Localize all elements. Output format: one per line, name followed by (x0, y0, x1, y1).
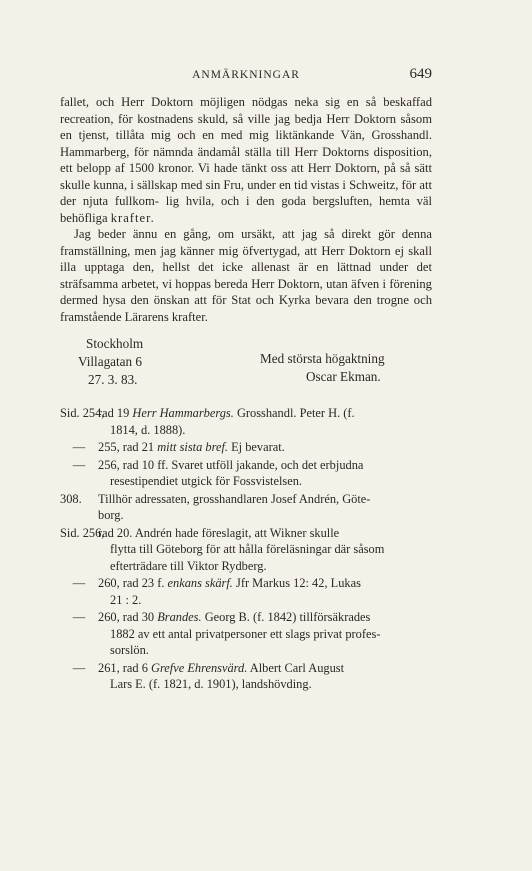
note-text (98, 525, 432, 575)
note-line (98, 558, 432, 575)
note-text (98, 439, 432, 456)
note-text (98, 660, 432, 693)
note-line-text: rad 20. Andrén hade föreslagit, att Wikner skulle (98, 525, 340, 540)
place-and-date (78, 335, 143, 389)
note-line (98, 626, 432, 643)
note-line (98, 440, 285, 454)
text-line: den trogne och framstående Lärarens krafter. (60, 293, 432, 324)
page-body (60, 94, 432, 694)
note-line (98, 592, 432, 609)
note-line-text: Albert Carl August (247, 660, 345, 675)
note-ref: 308. (60, 491, 82, 506)
running-head: ANMÄRKNINGAR (192, 69, 300, 81)
letter-paragraph-2 (60, 226, 432, 325)
note-line-text: 260, rad 23 f. (98, 576, 168, 590)
note-line-text: Ej bevarat. (228, 440, 285, 454)
note-entry (60, 439, 432, 456)
note-ref: — (72, 457, 86, 472)
note-entry (60, 491, 432, 524)
note-entry (60, 525, 432, 575)
letter-closing (60, 335, 432, 389)
note-line-text: Jfr Markus 12: 42, Lukas (232, 576, 361, 590)
note-line (98, 576, 361, 590)
greeting: Med största högaktning (260, 351, 385, 366)
note-line (98, 661, 344, 675)
page-number: 649 (409, 66, 432, 82)
note-line (98, 406, 355, 420)
note-keyword: mitt sista bref. (157, 440, 228, 454)
note-ref: — (72, 660, 86, 675)
note-keyword: enkans skärf. (167, 576, 233, 590)
note-line-text: 261, rad 6 (98, 660, 151, 675)
letter-paragraph-1 (60, 94, 432, 226)
note-line (98, 422, 432, 439)
note-line (98, 526, 339, 540)
text-line: dermed hysa den önskan att för Stat och Kyrka bevara (60, 293, 354, 307)
note-text (98, 609, 432, 659)
note-entry (60, 575, 432, 608)
note-line (98, 473, 432, 490)
street: Villagatan 6 (78, 354, 143, 369)
note-text (98, 405, 432, 438)
text-line: ett belopp af 1500 kronor. Vi hade tänkt oss att Herr (60, 161, 335, 175)
note-line-text: Lars E. (f. 1821, d. 1901), landshövding. (110, 677, 312, 691)
note-line-text: 1882 av ett antal privatpersoner ett slags privat profes- (110, 626, 381, 641)
date: 27. 3. 83. (88, 372, 138, 387)
text-line: beskaffad recreation, för kostnadens skuld, så ville jag (60, 95, 432, 126)
note-line-text: sorslön. (110, 643, 149, 657)
note-line (98, 492, 370, 506)
note-ref: — (72, 576, 86, 590)
place: Stockholm (86, 336, 144, 351)
text-line: Jag beder ännu en gång, om ursäkt, att jag så direkt (74, 227, 379, 241)
note-text (98, 491, 432, 524)
note-text (98, 575, 432, 608)
note-line (98, 541, 432, 558)
note-line-text: 260, rad 30 (98, 610, 158, 624)
note-line-text: Grosshandl. Peter H. (f. (233, 406, 355, 420)
text-line: gör denna framställning, men jag känner mig öfvertygad, (60, 227, 432, 258)
text-line: med mig liktänkande Vän, Grosshandl. Hammarberg, för (60, 128, 432, 159)
note-line-text: rad 19 (98, 406, 133, 420)
note-ref: Sid. 254, (60, 406, 105, 420)
note-keyword: Brandes. (157, 610, 202, 624)
text-line: vi hoppas bereda Herr Doktorn, utan äfven i förening (162, 276, 432, 291)
note-line (98, 458, 363, 472)
note-entry (60, 405, 432, 438)
note-line-text: resestipendiet utgick för Fossvistelsen. (110, 474, 303, 488)
text-line: nämnda ändamål ställa till Herr Doktorns disposition, (153, 144, 432, 159)
note-ref: Sid. 256, (60, 525, 105, 540)
text-line: krafter. (110, 210, 155, 225)
note-line (98, 676, 432, 693)
note-line-text: Georg B. (f. 1842) tillförsäkrades (201, 610, 371, 624)
text-line: att Herr Doktorn ej skall illa upptaga den, hellst det (60, 243, 433, 274)
notes-list (60, 405, 432, 693)
note-line-text: 1814, d. 1888). (110, 422, 186, 437)
note-line-text: 255, rad 21 (98, 440, 158, 454)
text-line: lig hvila, och i den goda bergsluften, hemta väl behöfliga (60, 194, 432, 225)
note-entry (60, 457, 432, 490)
note-keyword: Herr Hammarbergs. (132, 406, 234, 420)
text-line: bedja Herr Doktorn såsom en tjenst, tillåta mig och en (60, 111, 433, 142)
note-text (98, 457, 432, 490)
note-line-text: efterträdare till Viktor Rydberg. (110, 558, 267, 573)
page-header (60, 66, 432, 86)
note-ref: — (72, 440, 86, 454)
note-line-text: Tillhör adressaten, grosshandlaren Josef Andrén, Göte- (98, 491, 371, 506)
note-entry (60, 660, 432, 693)
note-keyword: Grefve Ehrensvärd. (151, 660, 248, 675)
text-line: fallet, och Herr Doktorn möjligen nödgas neka sig en så (60, 95, 384, 109)
note-line-text: 256, rad 10 ff. Svaret utföll jakande, och det erbjudna (98, 457, 364, 472)
text-line: Doktorn, på så sätt skulle kunna, i sällskap med sin Fru, (60, 161, 432, 192)
note-line (98, 507, 432, 524)
note-line-text: borg. (98, 508, 124, 522)
signoff (260, 350, 385, 386)
signature: Oscar Ekman. (306, 369, 381, 384)
text-line: icke allenast är en lättnad under det sträfsamma arbetet, (60, 260, 432, 291)
text-line: under en tid vistas i Schweitz, för att der njuta fullkom- (60, 177, 432, 208)
note-line-text: flytta till Göteborg för att hålla föreläsningar där såsom (110, 542, 385, 556)
note-line (98, 610, 370, 624)
note-line (98, 642, 432, 659)
note-ref: — (72, 610, 86, 624)
note-line-text: 21 : 2. (110, 592, 142, 607)
note-entry (60, 609, 432, 659)
